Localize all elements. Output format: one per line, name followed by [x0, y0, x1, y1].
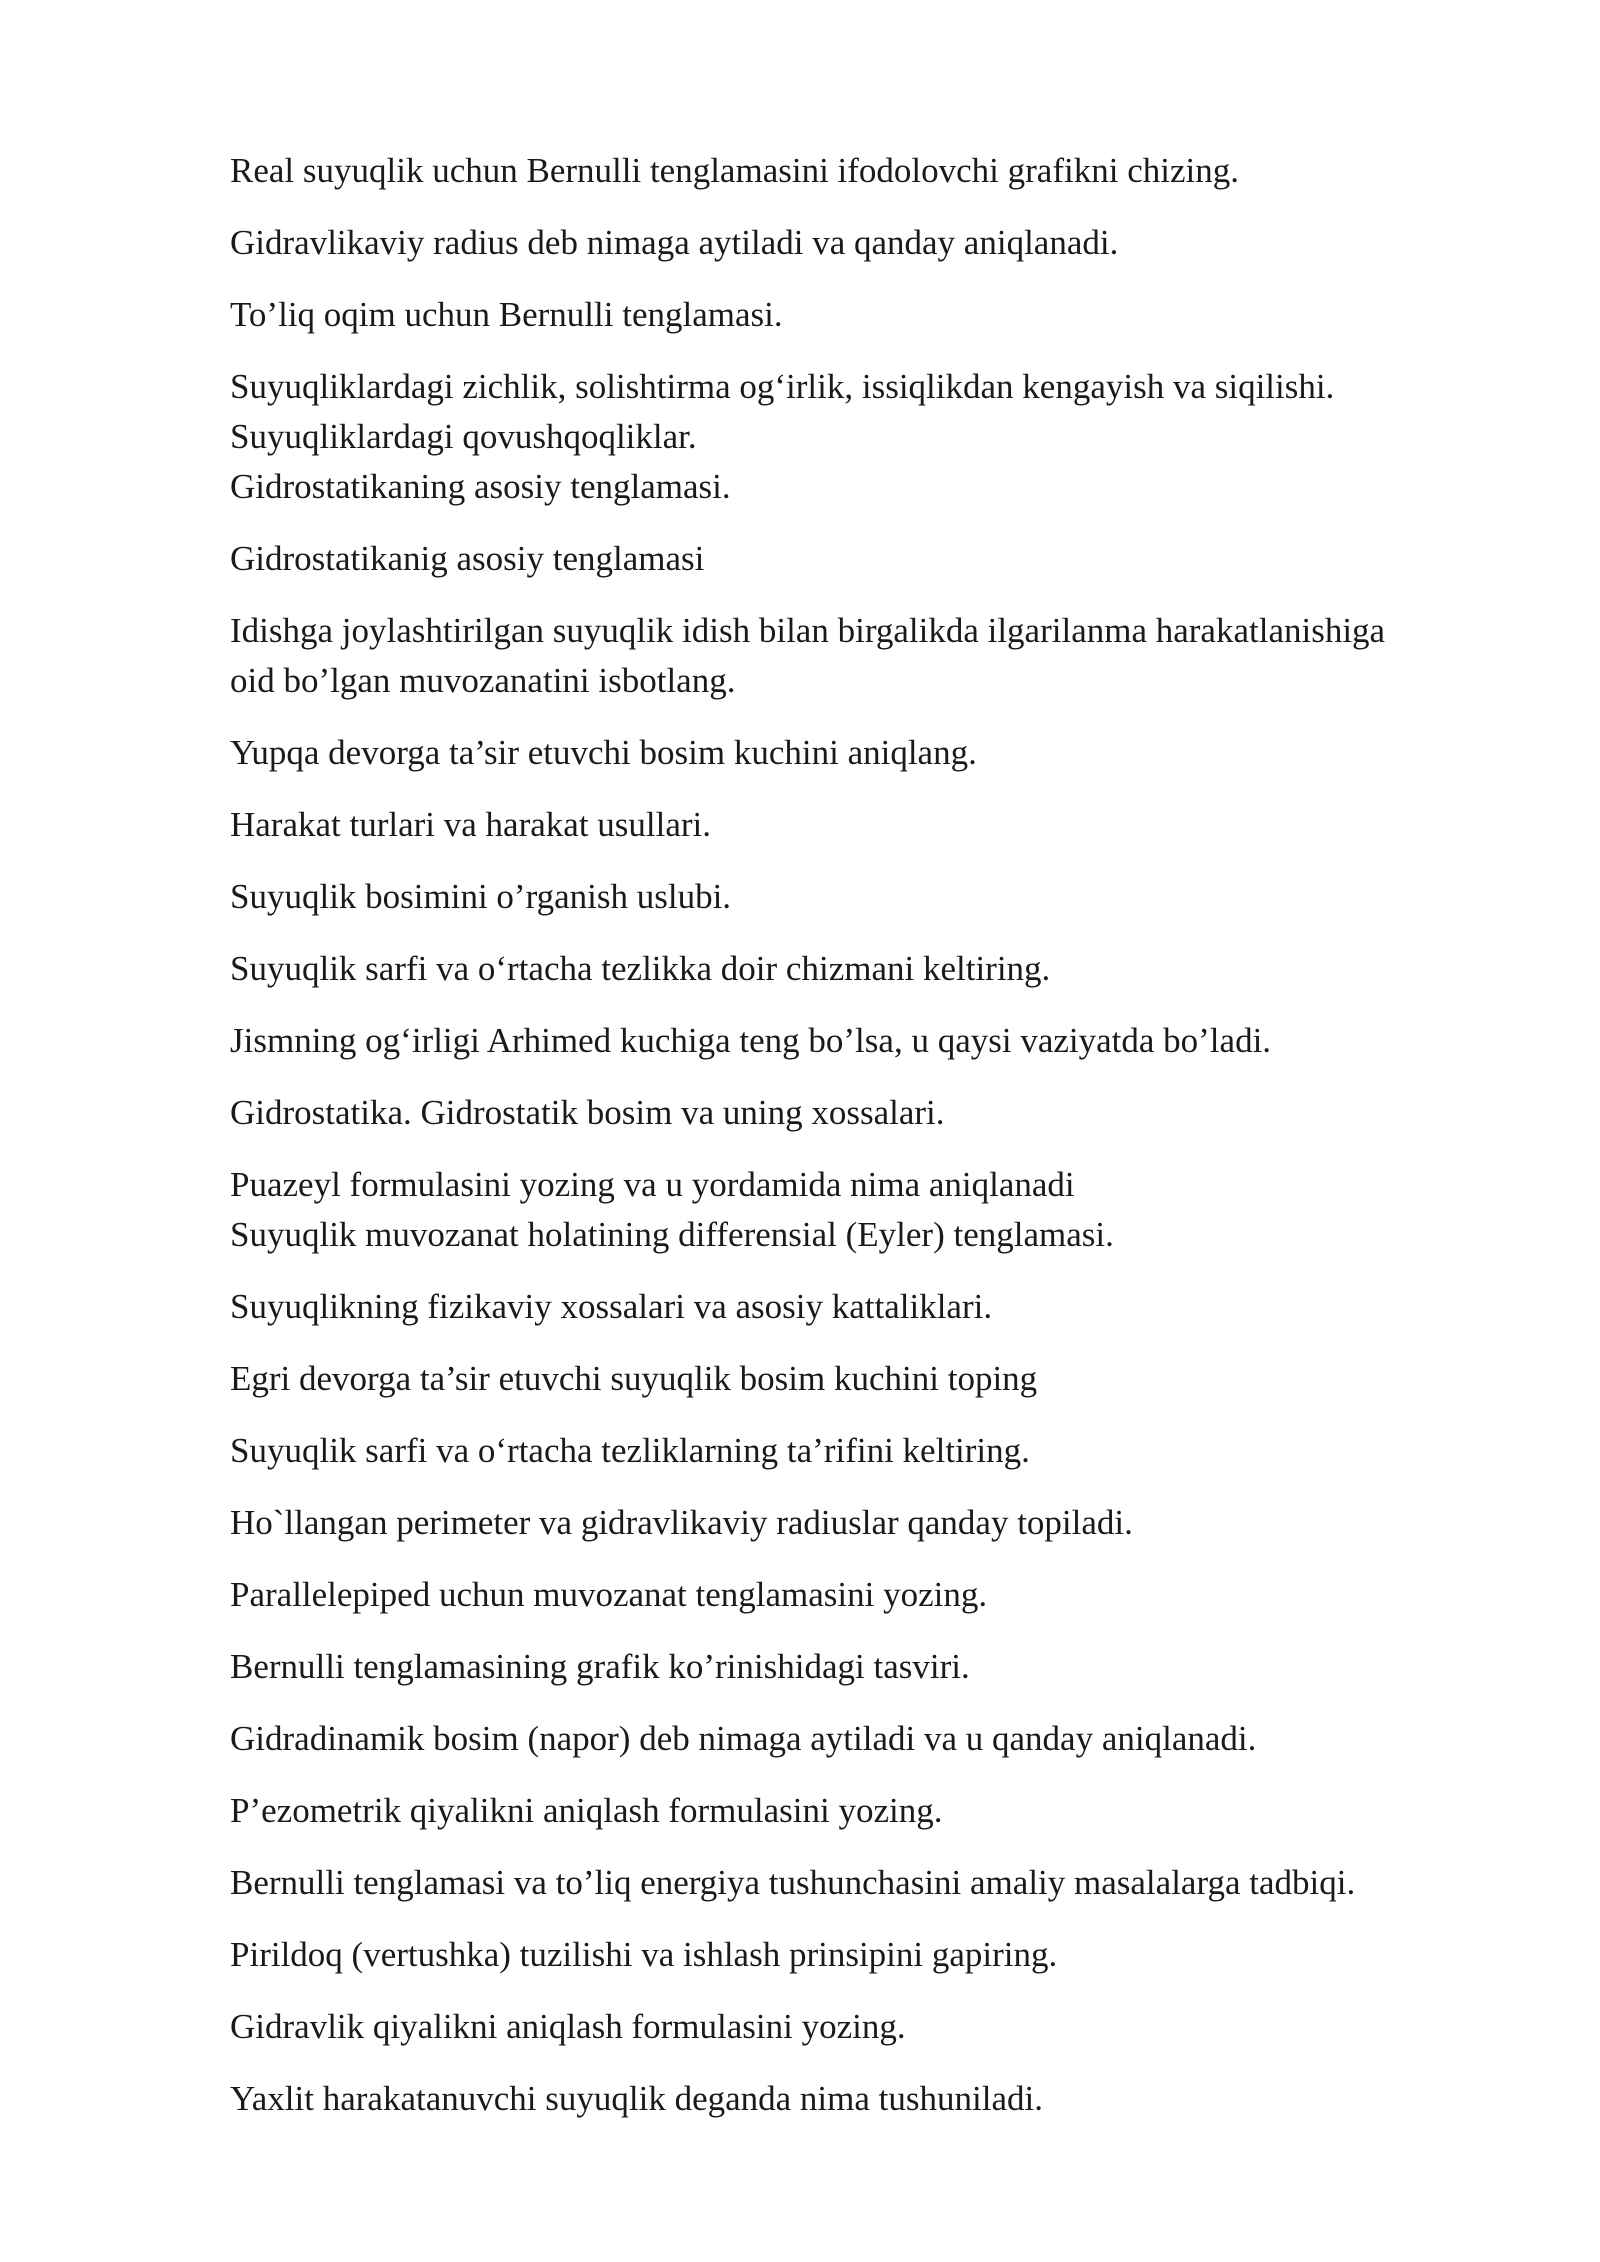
question-text: Gidrostatikanig asosiy tenglamasi	[230, 539, 705, 578]
question-text: Parallelepiped uchun muvozanat tenglamasini yozing.	[230, 1575, 988, 1614]
question-text: oid bo’lgan muvozanatini isbotlang.	[230, 661, 736, 700]
question-text: Real suyuqlik uchun Bernulli tenglamasini ifodolovchi grafikni chizing.	[230, 151, 1239, 190]
question-paragraph	[230, 1426, 1530, 1476]
question-text: Idishga joylashtirilgan suyuqlik idish bilan birgalikda ilgarilanma harakatlanishiga	[230, 611, 1386, 650]
question-paragraph	[230, 362, 1530, 512]
question-text: To’liq oqim uchun Bernulli tenglamasi.	[230, 295, 783, 334]
question-paragraph	[230, 944, 1530, 994]
question-paragraph	[230, 1642, 1530, 1692]
question-paragraph	[230, 1930, 1530, 1980]
question-text: Gidrostatikaning asosiy tenglamasi.	[230, 467, 731, 506]
question-paragraph	[230, 1088, 1530, 1138]
question-paragraph	[230, 728, 1530, 778]
question-paragraph	[230, 1714, 1530, 1764]
question-paragraph	[230, 218, 1530, 268]
question-text: Yaxlit harakatanuvchi suyuqlik deganda nima tushuniladi.	[230, 2079, 1043, 2118]
question-text: Suyuqlikning fizikaviy xossalari va asosiy kattaliklari.	[230, 1287, 993, 1326]
question-paragraph	[230, 606, 1530, 706]
question-paragraph	[230, 1570, 1530, 1620]
question-paragraph	[230, 1858, 1530, 1908]
question-paragraph	[230, 1160, 1530, 1260]
question-paragraph	[230, 872, 1530, 922]
question-paragraph	[230, 1354, 1530, 1404]
question-paragraph	[230, 534, 1530, 584]
question-text: Suyuqlik bosimini o’rganish uslubi.	[230, 877, 732, 916]
question-paragraph	[230, 2002, 1530, 2052]
question-paragraph	[230, 1498, 1530, 1548]
question-text: Gidravlikaviy radius deb nimaga aytiladi va qanday aniqlanadi.	[230, 223, 1119, 262]
question-text: Suyuqlik sarfi va o‘rtacha tezliklarning ta’rifini keltiring.	[230, 1431, 1030, 1470]
question-paragraph	[230, 1786, 1530, 1836]
question-text: Gidradinamik bosim (napor) deb nimaga aytiladi va u qanday aniqlanadi.	[230, 1719, 1257, 1758]
question-text: Pirildoq (vertushka) tuzilishi va ishlash prinsipini gapiring.	[230, 1935, 1058, 1974]
question-list	[230, 146, 1530, 2146]
question-text: Jismning og‘irligi Arhimed kuchiga teng bo’lsa, u qaysi vaziyatda bo’ladi.	[230, 1021, 1272, 1060]
question-paragraph	[230, 800, 1530, 850]
question-text: Harakat turlari va harakat usullari.	[230, 805, 712, 844]
question-text: Suyuqlik muvozanat holatining differensial (Eyler) tenglamasi.	[230, 1215, 1114, 1254]
question-text: P’ezometrik qiyalikni aniqlash formulasini yozing.	[230, 1791, 943, 1830]
question-text: Yupqa devorga ta’sir etuvchi bosim kuchini aniqlang.	[230, 733, 977, 772]
question-paragraph	[230, 1282, 1530, 1332]
question-paragraph	[230, 1016, 1530, 1066]
question-text: Suyuqlik sarfi va o‘rtacha tezlikka doir chizmani keltiring.	[230, 949, 1051, 988]
question-text: Gidrostatika. Gidrostatik bosim va uning xossalari.	[230, 1093, 945, 1132]
question-text: Egri devorga ta’sir etuvchi suyuqlik bosim kuchini toping	[230, 1359, 1038, 1398]
question-paragraph	[230, 2074, 1530, 2124]
question-paragraph	[230, 290, 1530, 340]
question-text: Bernulli tenglamasi va to’liq energiya tushunchasini amaliy masalalarga tadbiqi.	[230, 1863, 1356, 1902]
question-text: Puazeyl formulasini yozing va u yordamida nima aniqlanadi	[230, 1165, 1075, 1204]
question-text: Suyuqliklardagi zichlik, solishtirma og‘irlik, issiqlikdan kengayish va siqilishi.	[230, 367, 1335, 406]
question-text: Bernulli tenglamasining grafik ko’rinishidagi tasviri.	[230, 1647, 970, 1686]
question-paragraph	[230, 146, 1530, 196]
question-text: Suyuqliklardagi qovushqoqliklar.	[230, 417, 697, 456]
question-text: Gidravlik qiyalikni aniqlash formulasini yozing.	[230, 2007, 906, 2046]
question-text: Ho`llangan perimeter va gidravlikaviy radiuslar qanday topiladi.	[230, 1503, 1133, 1542]
